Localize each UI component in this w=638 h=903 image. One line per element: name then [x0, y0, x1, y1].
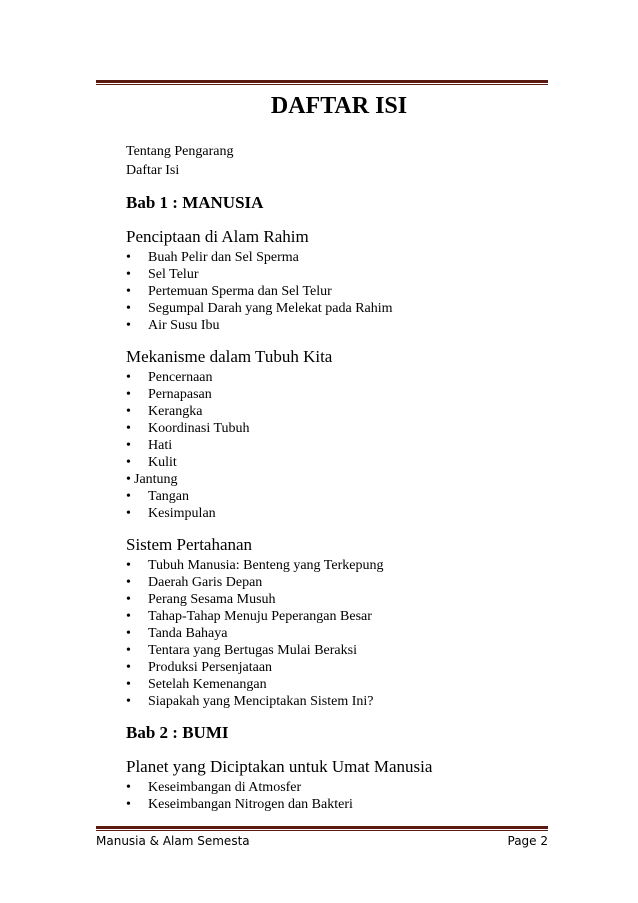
header-rule — [96, 80, 548, 85]
section-list — [126, 557, 546, 710]
list-item: • Keseimbangan Nitrogen dan Bakteri — [126, 797, 353, 812]
list-item: • Koordinasi Tubuh — [126, 421, 250, 436]
list-item: • Kerangka — [126, 404, 203, 419]
section-list — [126, 779, 546, 813]
section-list — [126, 249, 546, 334]
list-item: • Tahap-Tahap Menuju Peperangan Besar — [126, 609, 372, 624]
section-title: Mekanisme dalam Tubuh Kita — [126, 347, 333, 366]
list-item: • Tentara yang Bertugas Mulai Beraksi — [126, 643, 357, 658]
list-item: • Sel Telur — [126, 267, 199, 282]
list-item: • Hati — [126, 438, 173, 453]
toc-section — [126, 346, 546, 522]
list-item: • Pernapasan — [126, 387, 212, 402]
list-item: • Kesimpulan — [126, 506, 216, 521]
list-item: • Pencernaan — [126, 370, 213, 385]
list-item: • Tanda Bahaya — [126, 626, 228, 641]
section-list — [126, 369, 546, 522]
toc-section — [126, 226, 546, 334]
table-of-contents — [126, 142, 546, 825]
list-item: • Kulit — [126, 455, 177, 470]
footer-book-title: Manusia & Alam Semesta — [96, 834, 250, 848]
list-item: • Tubuh Manusia: Benteng yang Terkepung — [126, 558, 384, 573]
page-footer — [96, 834, 548, 848]
toc-section — [126, 534, 546, 710]
list-item: • Air Susu Ibu — [126, 318, 220, 333]
front-matter — [126, 142, 546, 180]
chapter-heading: Bab 1 : MANUSIA — [126, 193, 264, 212]
section-title: Penciptaan di Alam Rahim — [126, 227, 309, 246]
list-item: • Keseimbangan di Atmosfer — [126, 780, 302, 795]
list-item: • Tangan — [126, 489, 190, 504]
list-item: • Segumpal Darah yang Melekat pada Rahim — [126, 301, 393, 316]
page-title: DAFTAR ISI — [270, 93, 408, 119]
list-item: • Setelah Kemenangan — [126, 677, 267, 692]
toc-entry: Daftar Isi — [126, 163, 180, 178]
list-item: • Pertemuan Sperma dan Sel Telur — [126, 284, 332, 299]
toc-entry: Tentang Pengarang — [126, 144, 234, 159]
list-item: • Produksi Persenjataan — [126, 660, 273, 675]
list-item: • Jantung — [126, 472, 178, 487]
list-item: • Daerah Garis Depan — [126, 575, 263, 590]
toc-section — [126, 756, 546, 813]
footer-rule — [96, 826, 548, 831]
section-title: Sistem Pertahanan — [126, 535, 253, 554]
list-item: • Buah Pelir dan Sel Sperma — [126, 250, 299, 265]
chapter-heading: Bab 2 : BUMI — [126, 723, 229, 742]
page-number: Page 2 — [507, 834, 548, 848]
list-item: • Siapakah yang Menciptakan Sistem Ini? — [126, 694, 374, 709]
section-title: Planet yang Diciptakan untuk Umat Manusia — [126, 757, 433, 776]
list-item: • Perang Sesama Musuh — [126, 592, 276, 607]
